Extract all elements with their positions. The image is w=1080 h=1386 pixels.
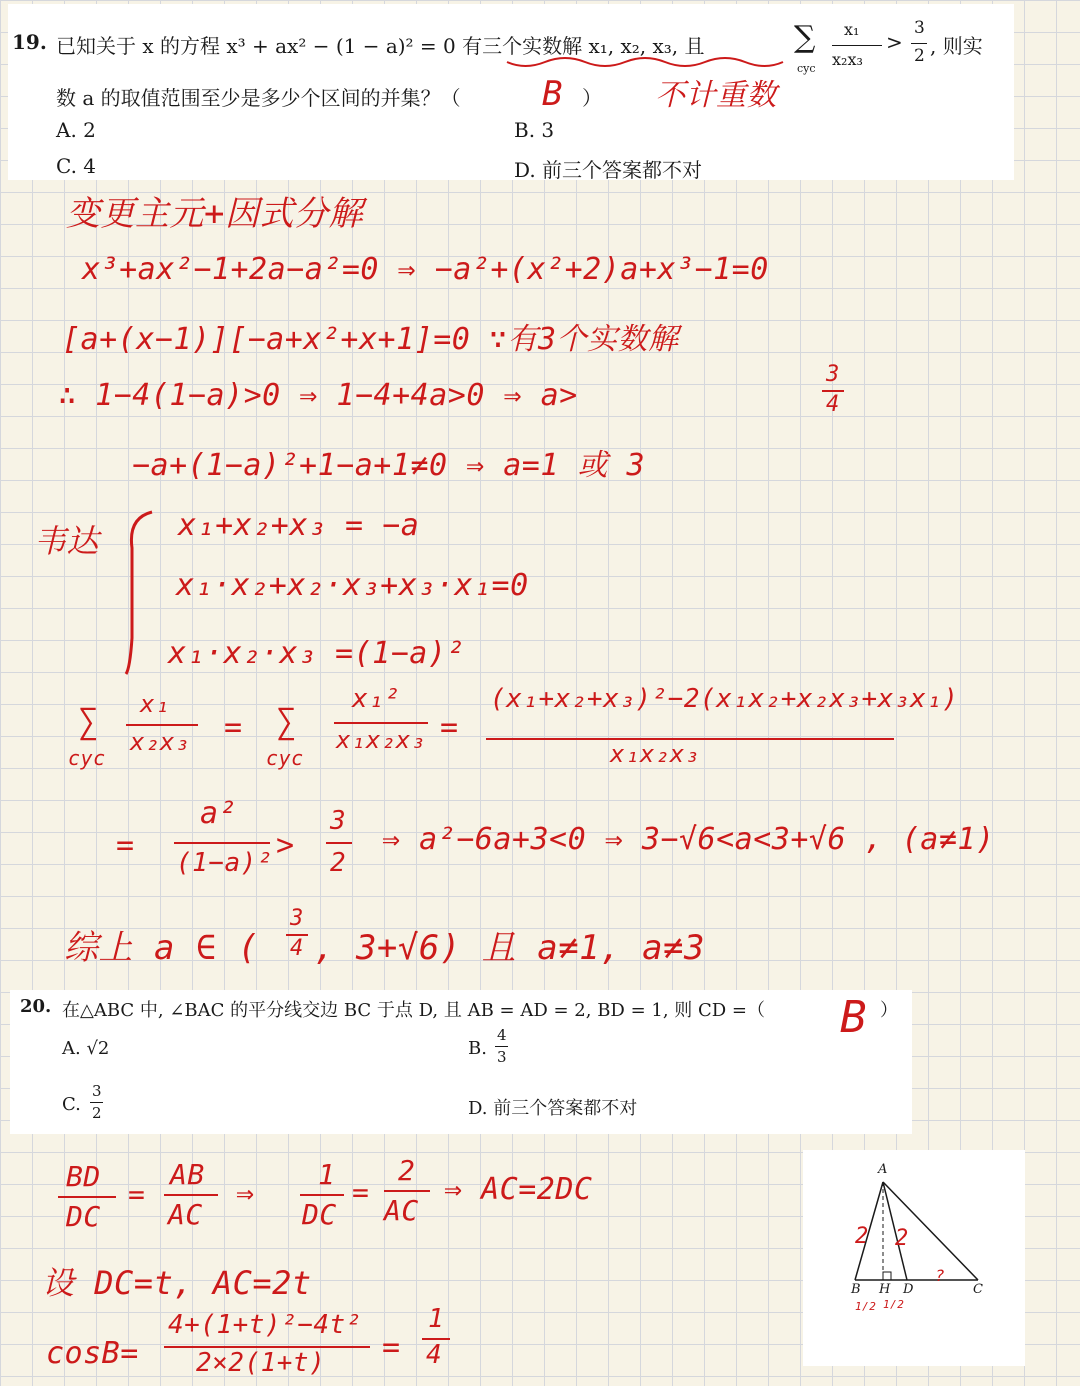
question-stem-line1: 已知关于 x 的方程 x³ + ax² − (1 − a)² = 0 有三个实数解 x₁, x₂, x₃, 且 bbox=[56, 34, 705, 58]
set-dc-t: 设 DC=t, AC=2t bbox=[42, 1264, 312, 1302]
ac-denominator-2: AC bbox=[384, 1194, 419, 1227]
vieta-label: 韦达 bbox=[34, 522, 100, 560]
half-denominator: 2 bbox=[330, 848, 347, 878]
ab-numerator: AB bbox=[170, 1158, 205, 1191]
conclusion-end: , 3+√6) 且 a≠1, a≠3 bbox=[314, 928, 705, 968]
question-20-card bbox=[10, 990, 912, 1134]
question-stem-tail: , 则实 bbox=[930, 34, 983, 58]
vieta-sum: x₁+x₂+x₃ = −a bbox=[178, 508, 420, 543]
point-h: H bbox=[879, 1282, 891, 1297]
cos-denominator: 2×2(1+t) bbox=[196, 1348, 326, 1378]
work-line-discriminant: ∴ 1−4(1−a)>0 ⇒ 1−4+4a>0 ⇒ a> bbox=[58, 378, 578, 413]
label-half-bh: 1/2 bbox=[855, 1300, 877, 1313]
question-number: 20. bbox=[20, 996, 52, 1017]
sum-symbol-2: ∑ bbox=[276, 702, 297, 742]
underline-squiggle bbox=[505, 52, 785, 72]
res-denominator: 4 bbox=[290, 936, 304, 961]
point-c: C bbox=[973, 1282, 983, 1297]
option-b-denominator: 3 bbox=[497, 1048, 507, 1066]
bracket-close: ） bbox=[582, 86, 602, 110]
work-line-exclude: −a+(1−a)²+1−a+1≠0 ⇒ a=1 或 3 bbox=[132, 448, 646, 483]
implies-1: ⇒ bbox=[236, 1176, 255, 1211]
cos-numerator: 4+(1+t)²−4t² bbox=[168, 1310, 362, 1340]
ac-equals-2dc: ⇒ AC=2DC bbox=[444, 1172, 593, 1207]
answer-mark-20: B bbox=[840, 992, 867, 1043]
point-b: B bbox=[851, 1282, 861, 1297]
one-numerator: 1 bbox=[318, 1158, 336, 1191]
dc-denominator: DC bbox=[66, 1200, 101, 1233]
s3-denominator: x₁x₂x₃ bbox=[610, 740, 700, 768]
eq-c: = bbox=[382, 1330, 401, 1365]
note-multiplicity: 不计重数 bbox=[655, 78, 777, 113]
option-b-prefix: B. bbox=[468, 1038, 487, 1059]
question-19-card bbox=[8, 4, 1014, 180]
s4-denominator: (1−a)² bbox=[176, 848, 273, 878]
gt-sign: > bbox=[276, 828, 295, 863]
question-number: 19. bbox=[12, 30, 47, 54]
half-numerator: 3 bbox=[330, 806, 347, 836]
label-ab: 2 bbox=[855, 1224, 869, 1249]
s4-numerator: a² bbox=[200, 796, 238, 831]
option-a: A. √2 bbox=[62, 1038, 110, 1059]
dc-denominator-2: DC bbox=[302, 1198, 337, 1231]
a-gt-denominator: 4 bbox=[826, 392, 840, 417]
ac-denominator: AC bbox=[168, 1198, 203, 1231]
greater-than: > bbox=[886, 30, 903, 54]
rhs-denominator: 2 bbox=[914, 46, 925, 66]
sum-symbol: ∑ bbox=[794, 20, 816, 55]
triangle-diagram bbox=[803, 1150, 1025, 1366]
eq-1: = bbox=[224, 710, 243, 745]
s3-numerator: (x₁+x₂+x₃)²−2(x₁x₂+x₂x₃+x₃x₁) bbox=[490, 684, 959, 714]
work-heading: 变更主元+因式分解 bbox=[66, 194, 363, 234]
triangle-figure bbox=[803, 1150, 1025, 1366]
eq-2: = bbox=[440, 710, 459, 745]
fraction-numerator: x₁ bbox=[844, 20, 860, 39]
a-gt-numerator: 3 bbox=[826, 362, 840, 387]
s2-denominator: x₁x₂x₃ bbox=[336, 726, 426, 754]
answer-mark-19: B bbox=[542, 74, 563, 114]
res-numerator: 3 bbox=[290, 906, 304, 931]
option-c-prefix: C. bbox=[62, 1094, 81, 1115]
rhs-numerator: 3 bbox=[914, 18, 925, 38]
label-ad: 2 bbox=[895, 1226, 909, 1251]
quadratic-result: ⇒ a²−6a+3<0 ⇒ 3−√6<a<3+√6 , (a≠1) bbox=[382, 822, 995, 857]
option-d: D. 前三个答案都不对 bbox=[468, 1098, 638, 1119]
bracket-close: ） bbox=[880, 1000, 898, 1021]
s1-numerator: x₁ bbox=[140, 690, 170, 718]
eq-3: = bbox=[116, 828, 135, 863]
label-half-hd: 1/2 bbox=[883, 1298, 905, 1311]
question-stem-line2: 数 a 的取值范围至少是多少个区间的并集？（ bbox=[56, 86, 461, 110]
bd-numerator: BD bbox=[66, 1160, 101, 1193]
cos-result-numerator: 1 bbox=[428, 1304, 445, 1334]
sum-symbol-1: ∑ bbox=[78, 702, 99, 742]
sum-subscript: cyc bbox=[797, 62, 816, 75]
cos-result-denominator: 4 bbox=[426, 1340, 443, 1370]
option-b: B. 3 bbox=[514, 118, 555, 142]
option-a: A. 2 bbox=[56, 118, 96, 142]
fraction-denominator: x₂x₃ bbox=[832, 50, 863, 69]
eq-a: = bbox=[128, 1178, 146, 1211]
option-c-denominator: 2 bbox=[92, 1104, 102, 1122]
option-b-numerator: 4 bbox=[497, 1026, 507, 1044]
vieta-product: x₁·x₂·x₃ =(1−a)² bbox=[168, 636, 465, 671]
s1-denominator: x₂x₃ bbox=[130, 728, 190, 756]
s2-numerator: x₁² bbox=[352, 684, 401, 714]
option-c: C. 4 bbox=[56, 154, 97, 178]
vieta-pair-sum: x₁·x₂+x₂·x₃+x₃·x₁=0 bbox=[176, 568, 529, 603]
conclusion-start: 综上 a ∈ ( bbox=[64, 928, 259, 968]
vieta-brace bbox=[118, 508, 158, 678]
point-a: A bbox=[878, 1162, 888, 1177]
cyc-2: cyc bbox=[266, 746, 304, 770]
option-d: D. 前三个答案都不对 bbox=[514, 158, 703, 182]
label-unknown-dc: ? bbox=[935, 1266, 946, 1285]
two-numerator: 2 bbox=[398, 1154, 416, 1187]
work-line-expand: x³+ax²−1+2a−a²=0 ⇒ −a²+(x²+2)a+x³−1=0 bbox=[82, 252, 769, 287]
option-c-numerator: 3 bbox=[92, 1082, 102, 1100]
cos-b-label: cosB= bbox=[46, 1336, 139, 1371]
eq-b: = bbox=[352, 1176, 370, 1209]
question-stem: 在△ABC 中, ∠BAC 的平分线交边 BC 于点 D, 且 AB = AD = 2, BD = 1, 则 CD =（ bbox=[62, 1000, 766, 1021]
cyc-1: cyc bbox=[68, 746, 106, 770]
work-line-factor: [a+(x−1)][−a+x²+x+1]=0 ∵有3个实数解 bbox=[62, 322, 679, 357]
point-d: D bbox=[903, 1282, 914, 1297]
